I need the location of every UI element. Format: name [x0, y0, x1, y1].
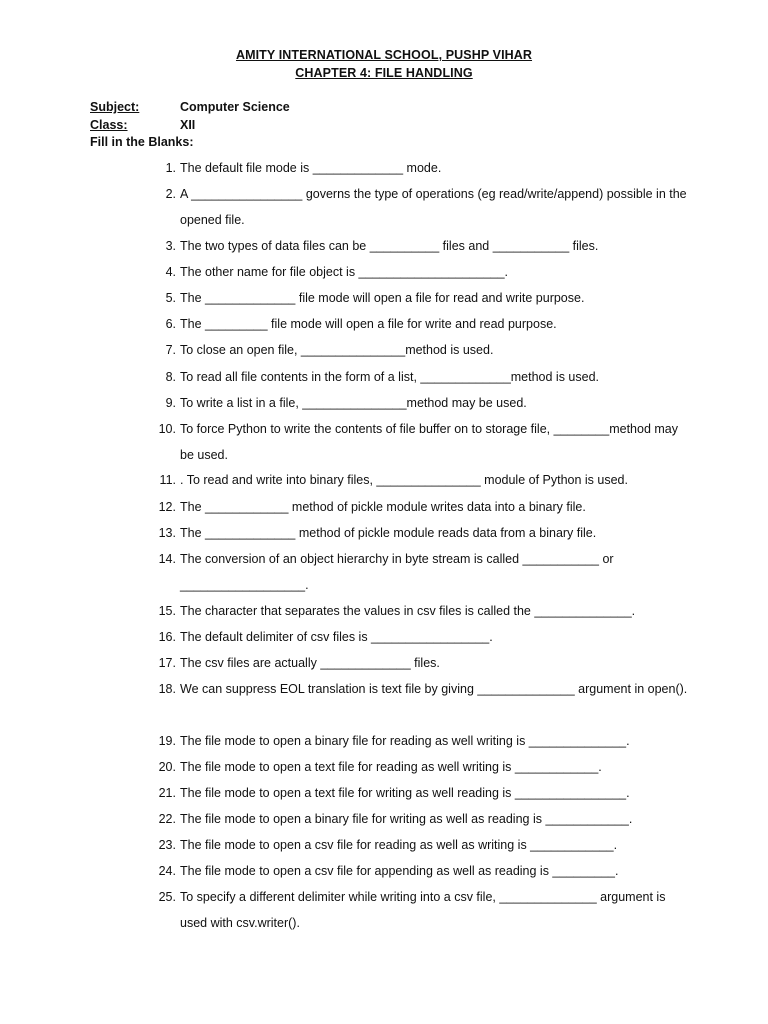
question-number: 11.: [159, 473, 176, 487]
question-text: The other name for file object is _____________________.: [180, 265, 509, 279]
question-number: 5.: [165, 291, 176, 305]
question-text: The character that separates the values in csv files is called the ______________.: [180, 604, 636, 618]
chapter-title: CHAPTER 4: FILE HANDLING: [295, 66, 473, 80]
question-number: 9.: [165, 396, 176, 410]
question-text: The file mode to open a csv file for appending as well as reading is _________.: [180, 864, 619, 878]
question-number: 21.: [158, 786, 176, 800]
subject-value: Computer Science: [180, 100, 290, 114]
question-number: 20.: [158, 760, 176, 774]
question-text: The _________ file mode will open a file for write and read purpose.: [180, 317, 557, 331]
question-text: To specify a different delimiter while writing into a csv file, ______________ argument is used with csv.writer().: [180, 890, 666, 930]
question-text: The file mode to open a text file for reading as well writing is ____________.: [180, 760, 602, 774]
question-text: . To read and write into binary files, _______________ module of Python is used.: [180, 473, 628, 487]
question-text: To write a list in a file, _______________method may be used.: [180, 396, 527, 410]
question-number: 22.: [158, 812, 176, 826]
question-text: The conversion of an object hierarchy in byte stream is called ___________ or __________________.: [180, 552, 614, 592]
question-number: 10.: [158, 422, 176, 436]
question-number: 8.: [165, 370, 176, 384]
question-text: The file mode to open a text file for writing as well reading is ________________.: [180, 786, 630, 800]
question-text: The ____________ method of pickle module writes data into a binary file.: [180, 500, 586, 514]
question-number: 23.: [158, 838, 176, 852]
question-number: 15.: [158, 604, 176, 618]
question-number: 6.: [165, 317, 176, 331]
question-text: The file mode to open a binary file for writing as well as reading is ____________.: [180, 812, 633, 826]
question-number: 7.: [165, 343, 176, 357]
question-text: The two types of data files can be __________ files and ___________ files.: [180, 239, 599, 253]
question-text: The default file mode is _____________ mode.: [180, 161, 442, 175]
question-text: The file mode to open a csv file for reading as well as writing is ____________.: [180, 838, 618, 852]
question-number: 3.: [165, 239, 176, 253]
question-text: The _____________ file mode will open a file for read and write purpose.: [180, 291, 585, 305]
question-number: 16.: [158, 630, 176, 644]
question-text: The default delimiter of csv files is _________________.: [180, 630, 493, 644]
question-text: A ________________ governs the type of operations (eg read/write/append) possible in the opened file.: [180, 187, 687, 227]
question-text: To read all file contents in the form of a list, _____________method is used.: [180, 370, 600, 384]
question-number: 4.: [165, 265, 176, 279]
question-text: We can suppress EOL translation is text file by giving ______________ argument in open().: [180, 682, 688, 696]
question-number: 19.: [158, 734, 176, 748]
question-text: To close an open file, _______________method is used.: [180, 343, 494, 357]
question-number: 24.: [158, 864, 176, 878]
question-number: 13.: [158, 526, 176, 540]
section-heading: Fill in the Blanks:: [90, 135, 194, 149]
question-number: 14.: [158, 552, 176, 566]
question-number: 2.: [165, 187, 176, 201]
question-text: To force Python to write the contents of file buffer on to storage file, ________method may be used.: [180, 422, 678, 462]
question-number: 18.: [158, 682, 176, 696]
question-number: 1.: [165, 161, 176, 175]
question-text: The csv files are actually _____________ files.: [180, 656, 440, 670]
question-text: The file mode to open a binary file for reading as well writing is ______________.: [180, 734, 630, 748]
subject-label: Subject:: [90, 100, 140, 114]
class-label: Class:: [90, 118, 128, 132]
question-number: 12.: [158, 500, 176, 514]
school-title: AMITY INTERNATIONAL SCHOOL, PUSHP VIHAR: [235, 48, 533, 62]
question-text: The _____________ method of pickle module reads data from a binary file.: [180, 526, 597, 540]
class-value: XII: [180, 118, 196, 132]
question-number: 17.: [158, 656, 176, 670]
question-number: 25.: [158, 890, 176, 904]
